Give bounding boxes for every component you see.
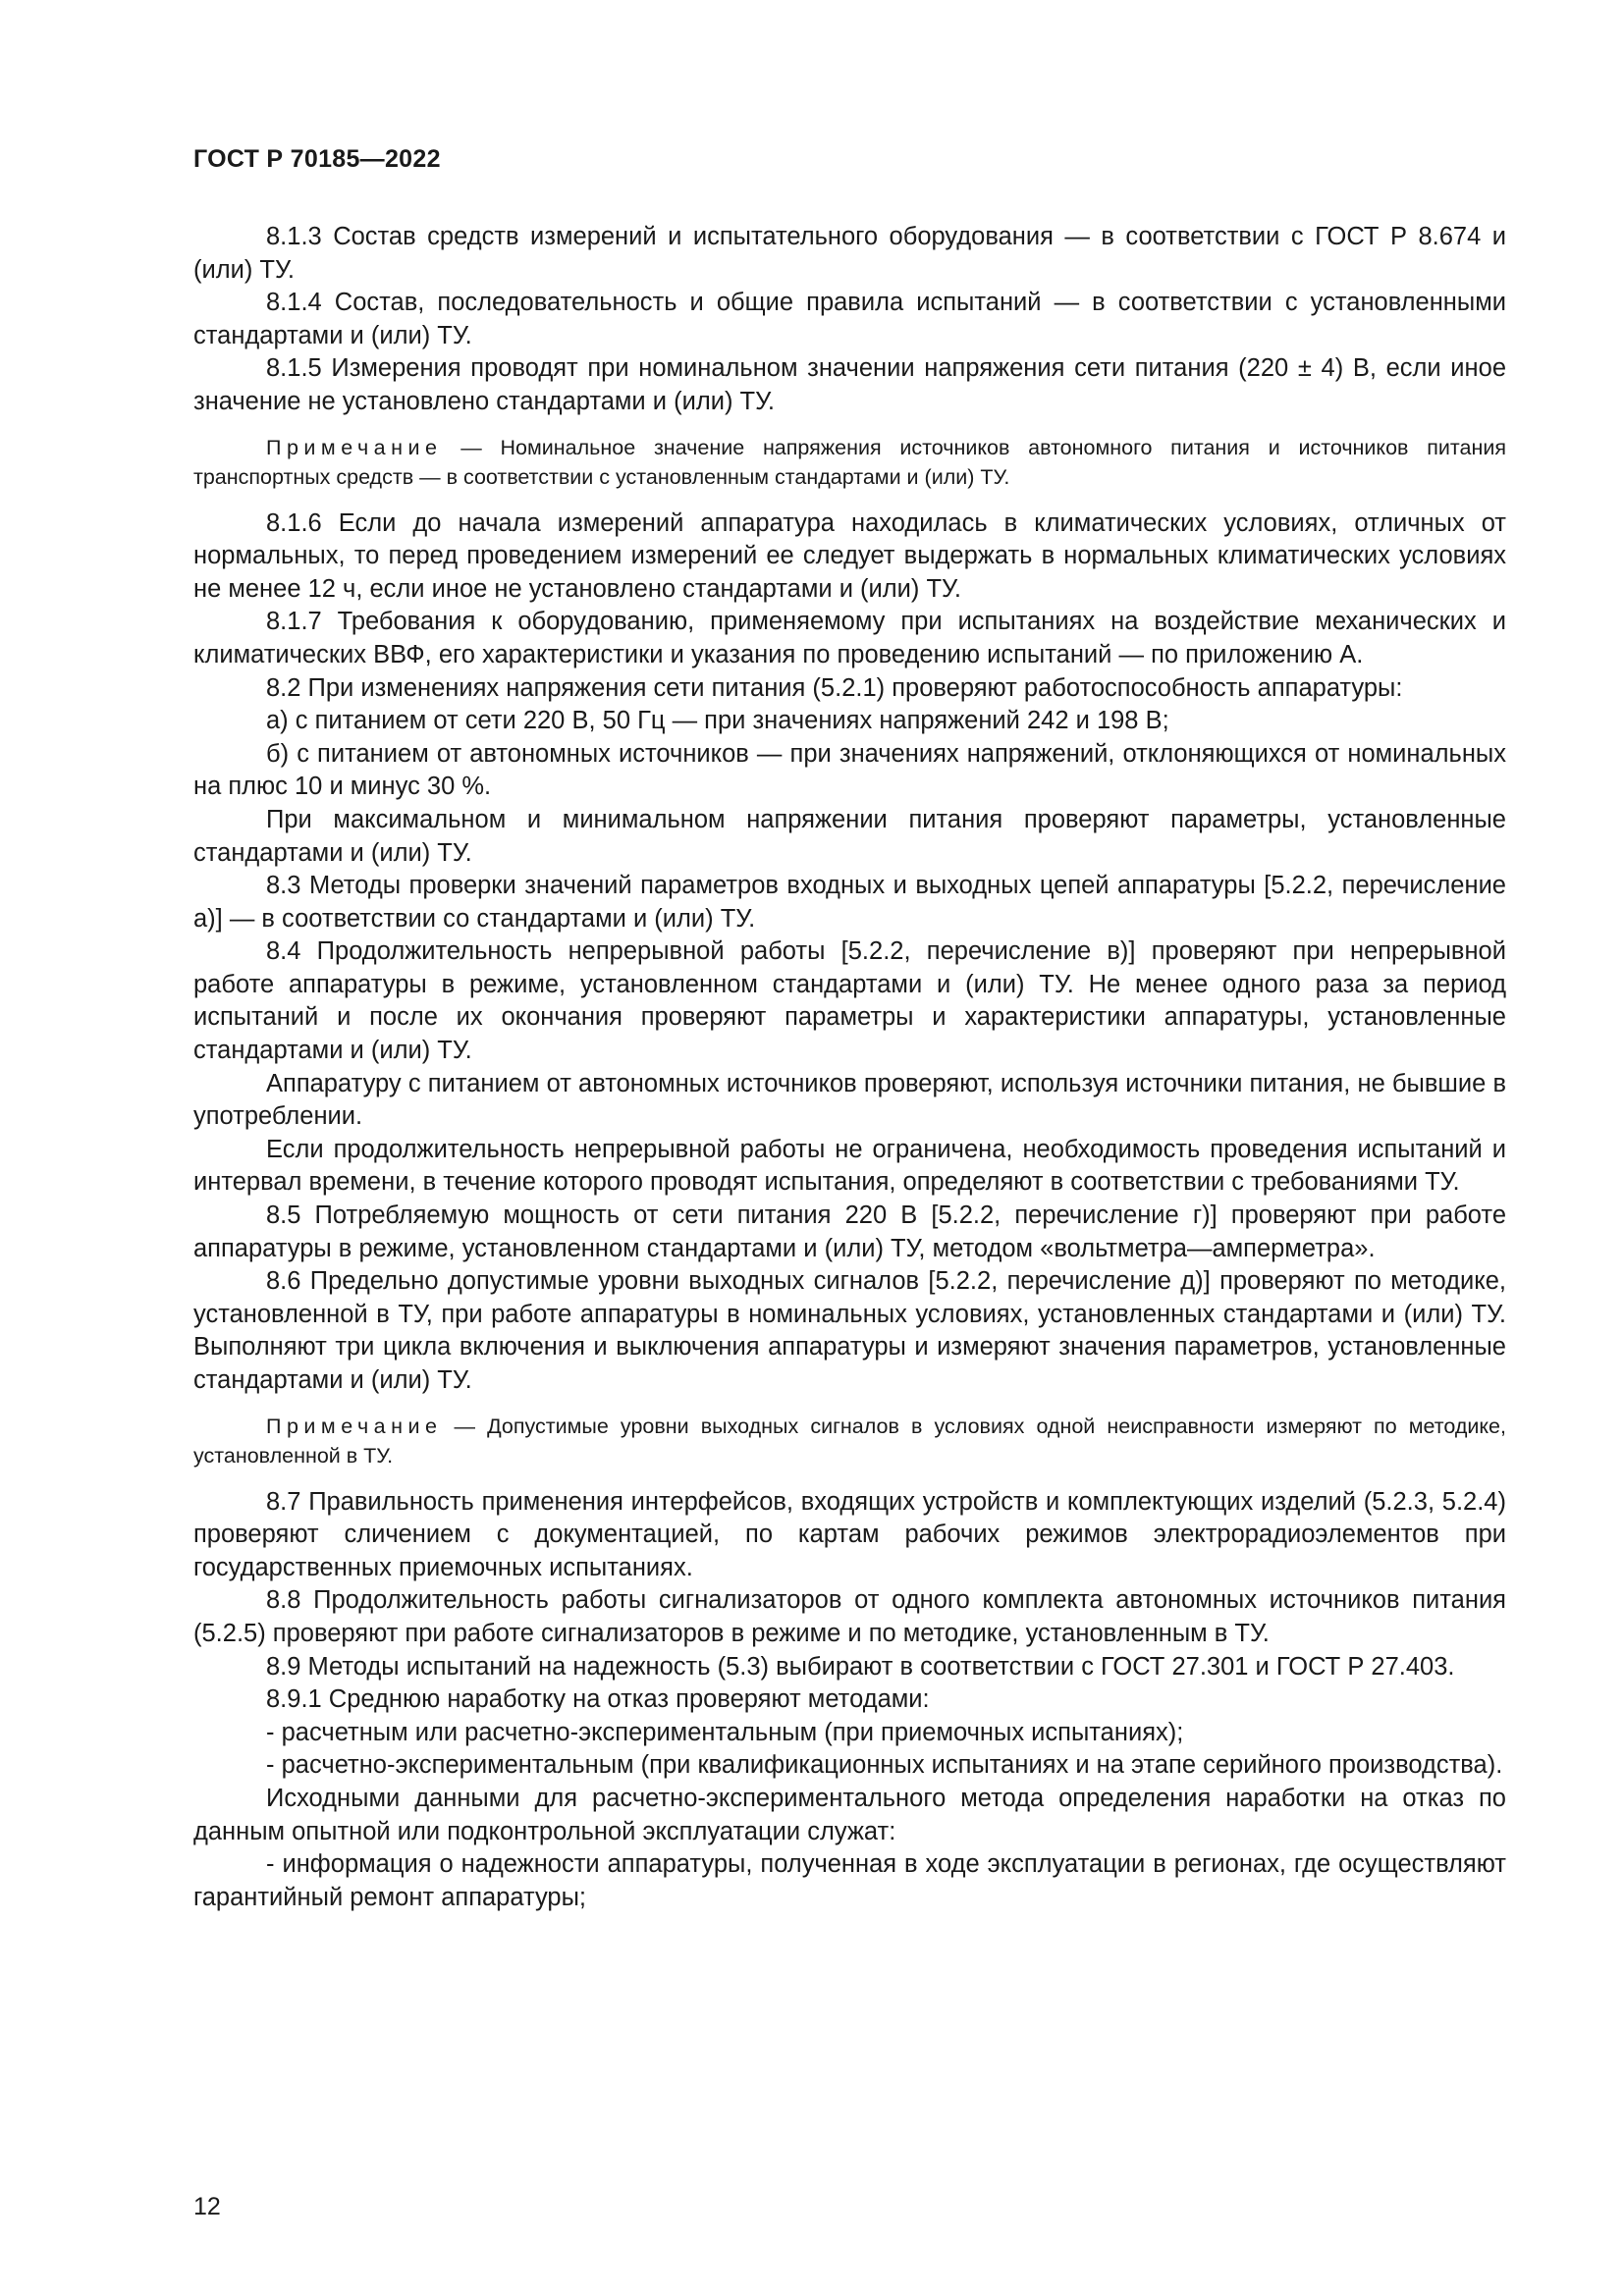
paragraph-8-1-3: 8.1.3 Состав средств измерений и испытательного оборудования — в соответствии с ГОСТ Р 8.674 и (или) ТУ.	[193, 223, 1506, 284]
paragraph-8-6: 8.6 Предельно допустимые уровни выходных сигналов [5.2.2, перечисление д)] проверяют по методике, установленной в ТУ, при работе аппаратуры в номинальных условиях, установленных стандартами и (или) ТУ. Выполняют три цикла включения и выключения аппаратуры и измеряют значения параметров, установленные стандартами и (или) ТУ.	[193, 1267, 1506, 1394]
note-nominal-voltage	[193, 433, 1506, 492]
note-label: Примечание	[266, 1414, 443, 1438]
note-output-signals	[193, 1412, 1506, 1470]
note-label: Примечание	[266, 435, 443, 459]
paragraph-8-3: 8.3 Методы проверки значений параметров входных и выходных цепей аппаратуры [5.2.2, перечисление а)] — в соответствии со стандартами и (или) ТУ.	[193, 872, 1506, 933]
paragraph-8-1-6: 8.1.6 Если до начала измерений аппаратура находилась в климатических условиях, отличных от нормальных, то перед проведением измерений ее следует выдержать в нормальных климатических условиях не менее 12 ч, если иное не установлено стандартами и (или) ТУ.	[193, 508, 1506, 603]
page-number: 12	[193, 2193, 221, 2220]
paragraph-8-4: 8.4 Продолжительность непрерывной работы [5.2.2, перечисление в)] проверяют при непрерывной работе аппаратуры в режиме, установленном стандартами и (или) ТУ. Не менее одного раза за период испытаний и после их окончания проверяют параметры и характеристики аппаратуры, установленные стандартами и (или) ТУ.	[193, 937, 1506, 1065]
paragraph-8-7: 8.7 Правильность применения интерфейсов, входящих устройств и комплектующих изделий (5.2.3, 5.2.4) проверяют сличением с документацией, по картам рабочих режимов электрорадиоэлементов при государственных приемочных испытаниях.	[193, 1487, 1506, 1581]
paragraph-8-9: 8.9 Методы испытаний на надежность (5.3) выбирают в соответствии с ГОСТ 27.301 и ГОСТ Р 27.403.	[266, 1652, 1455, 1681]
document-code-header: ГОСТ Р 70185—2022	[193, 145, 441, 173]
paragraph-8-1-4: 8.1.4 Состав, последовательность и общие правила испытаний — в соответствии с установленными стандартами и (или) ТУ.	[193, 289, 1506, 349]
note-text: — Допустимые уровни выходных сигналов в условиях одной неисправности измеряют по методике, установленной в ТУ.	[193, 1414, 1506, 1468]
list-item-calculation: - расчетным или расчетно-экспериментальным (при приемочных испытаниях);	[266, 1718, 1184, 1746]
document-body	[193, 221, 1506, 1914]
paragraph-continuous-operation: Если продолжительность непрерывной работы не ограничена, необходимость проведения испытаний и интервал времени, в течение которого проводят испытания, определяют в соответствии с требованиями ТУ.	[193, 1135, 1506, 1197]
paragraph-8-5: 8.5 Потребляемую мощность от сети питания 220 В [5.2.2, перечисление г)] проверяют при работе аппаратуры в режиме, установленном стандартами и (или) ТУ, методом «вольтметра—амперметра».	[193, 1201, 1506, 1262]
paragraph-8-1-7: 8.1.7 Требования к оборудованию, применяемому при испытаниях на воздействие механических и климатических ВВФ, его характеристики и указания по проведению испытаний — по приложению А.	[193, 608, 1506, 668]
paragraph-max-min-voltage: При максимальном и минимальном напряжении питания проверяют параметры, установленные стандартами и (или) ТУ.	[193, 805, 1506, 867]
paragraph-8-9-1: 8.9.1 Среднюю наработку на отказ проверяют методами:	[266, 1685, 930, 1714]
paragraph-8-1-5: 8.1.5 Измерения проводят при номинальном значении напряжения сети питания (220 ± 4) В, если иное значение не установлено стандартами и (или) ТУ.	[193, 354, 1506, 415]
paragraph-source-data: Исходными данными для расчетно-экспериментального метода определения наработки на отказ по данным опытной или подконтрольной эксплуатации служат:	[193, 1784, 1506, 1845]
list-item-a: а) с питанием от сети 220 В, 50 Гц — при значениях напряжений 242 и 198 В;	[266, 707, 1169, 735]
list-item-experimental: - расчетно-экспериментальным (при квалификационных испытаниях и на этапе серийного производства).	[266, 1751, 1503, 1780]
list-item-b: б) с питанием от автономных источников — при значениях напряжений, отклоняющихся от номинальных на плюс 10 и минус 30 %.	[193, 739, 1506, 801]
paragraph-autonomous-sources: Аппаратуру с питанием от автономных источников проверяют, используя источники питания, не бывшие в употреблении.	[193, 1069, 1506, 1131]
paragraph-8-2: 8.2 При изменениях напряжения сети питания (5.2.1) проверяют работоспособность аппаратуры:	[266, 673, 1403, 702]
list-item-reliability-info: - информация о надежности аппаратуры, полученная в ходе эксплуатации в регионах, где осуществляют гарантийный ремонт аппаратуры;	[193, 1850, 1506, 1911]
note-text: — Номинальное значение напряжения источников автономного питания и источников питания транспортных средств — в соответствии с установленным стандартами и (или) ТУ.	[193, 435, 1506, 489]
paragraph-8-8: 8.8 Продолжительность работы сигнализаторов от одного комплекта автономных источников питания (5.2.5) проверяют при работе сигнализаторов в режиме и по методике, установленным в ТУ.	[193, 1586, 1506, 1647]
